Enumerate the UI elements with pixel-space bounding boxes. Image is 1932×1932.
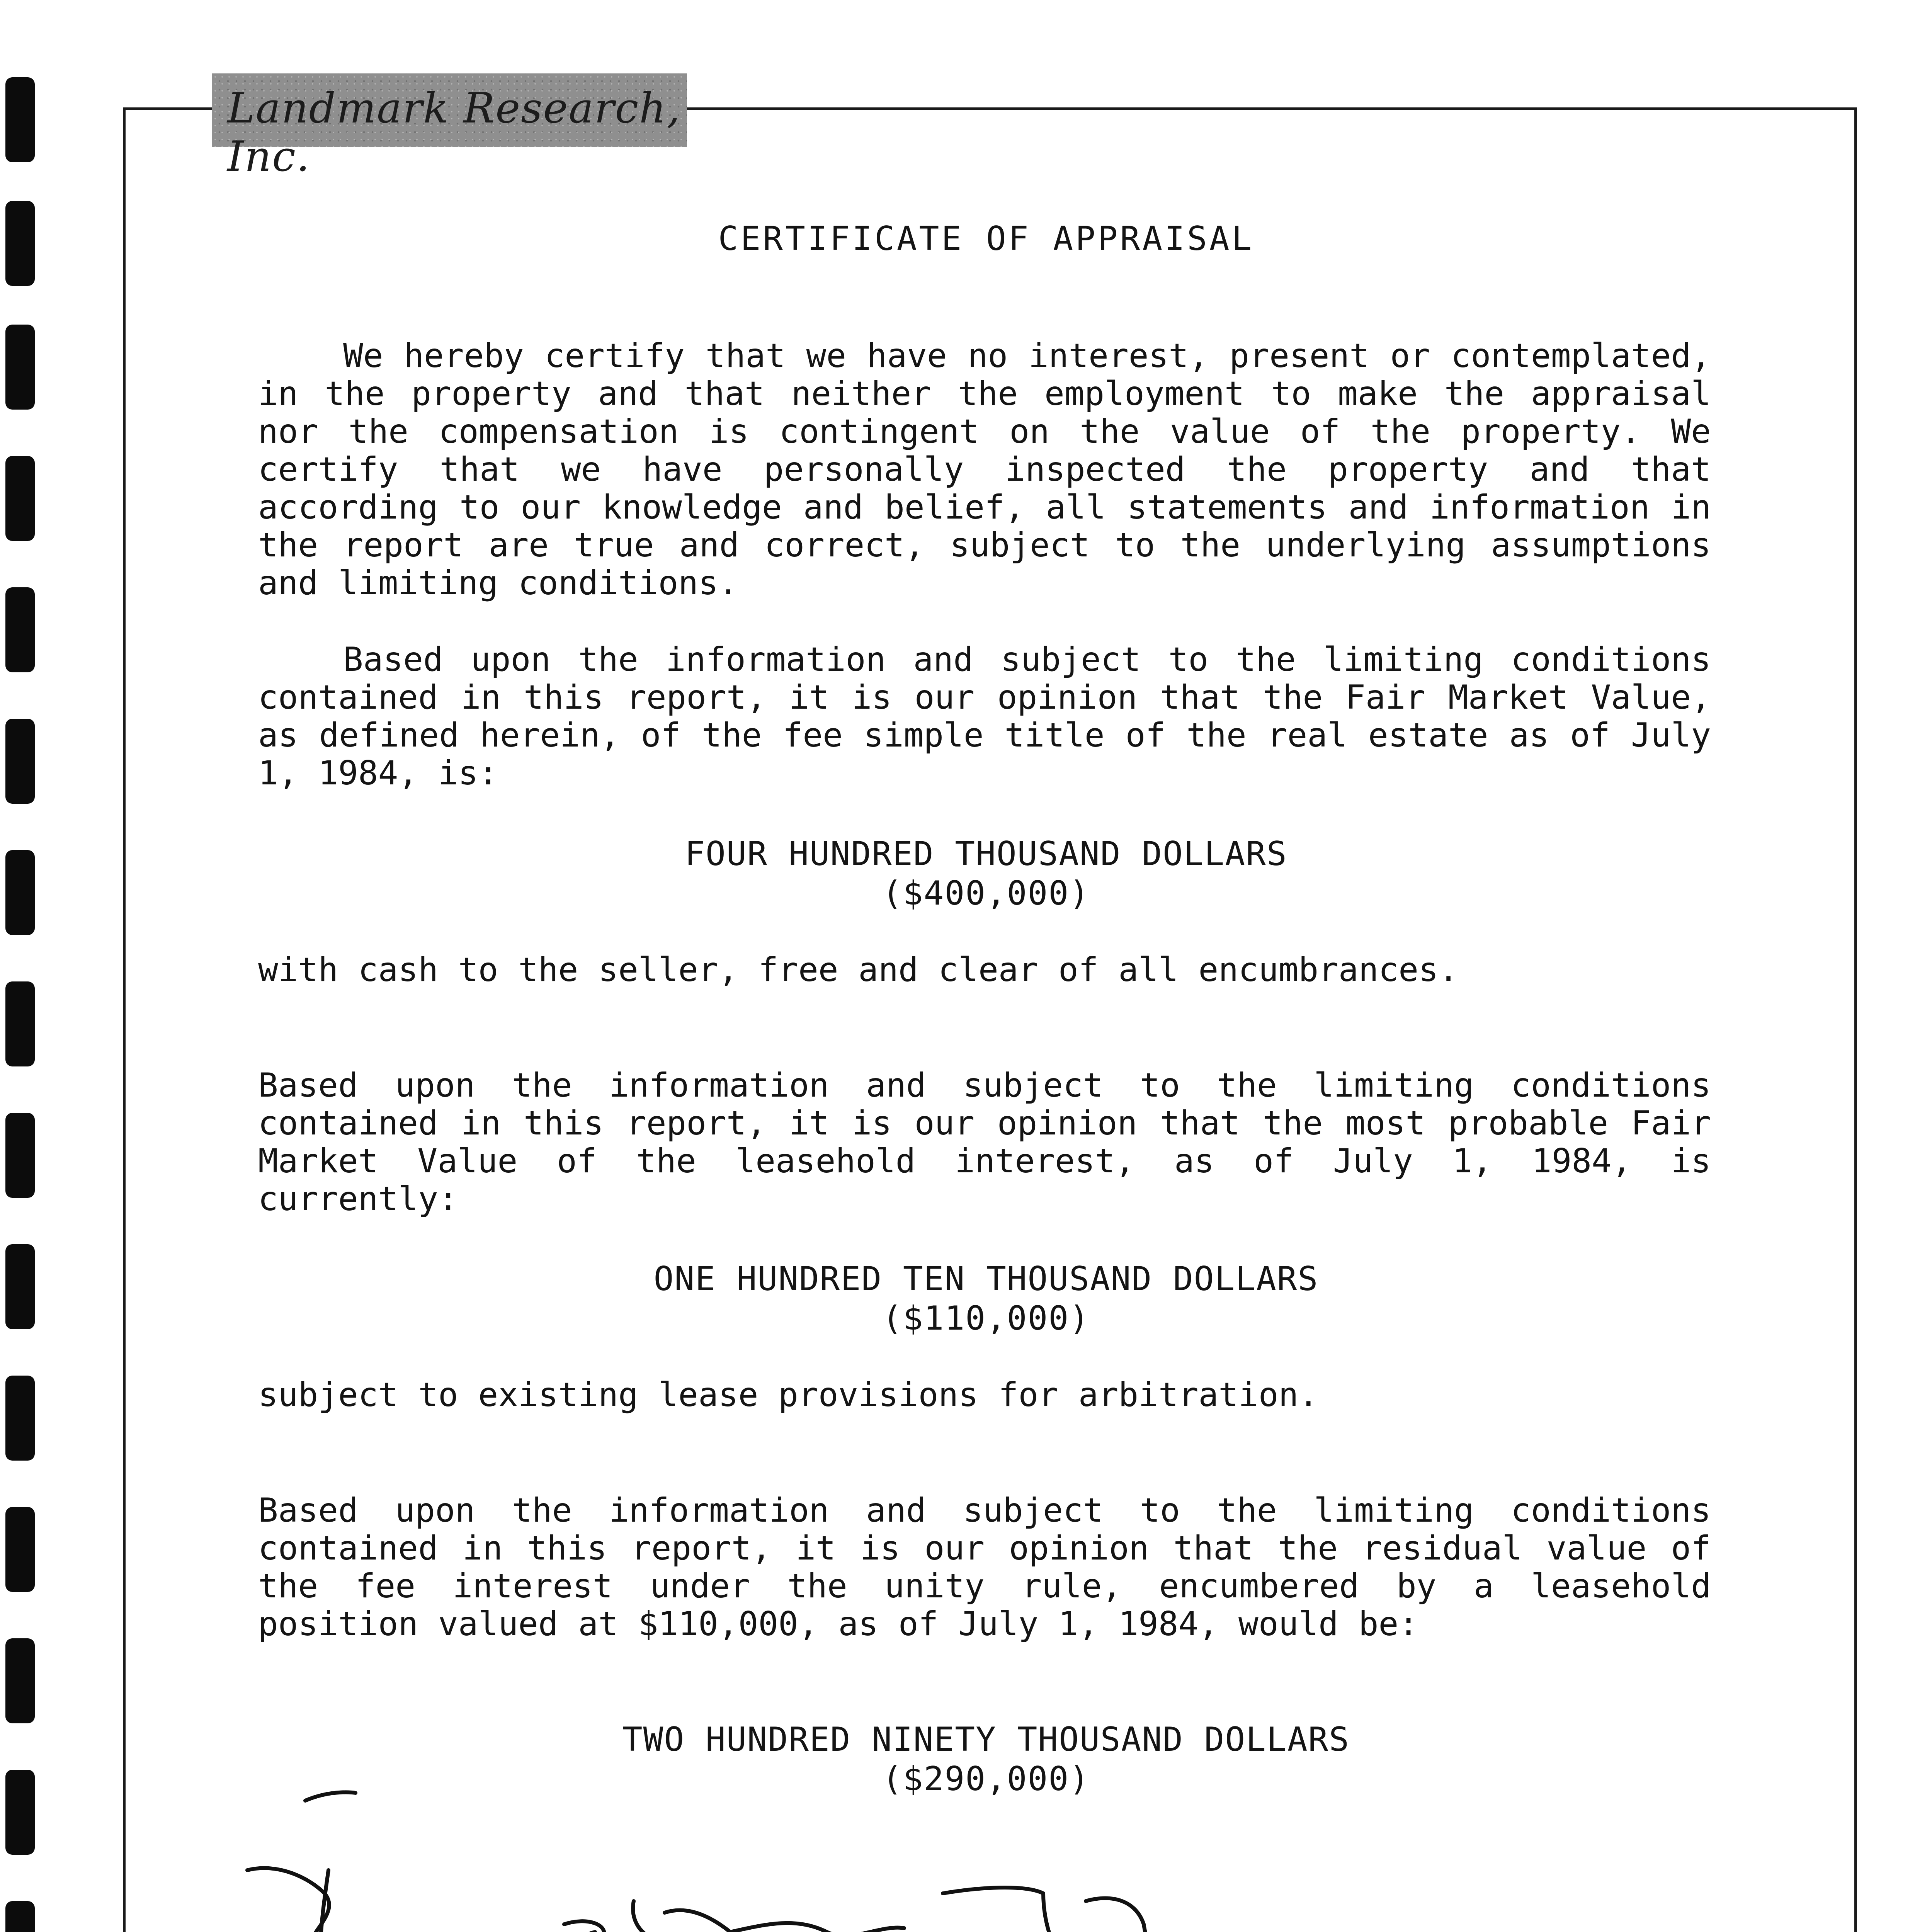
value3-amount: ($290,000) bbox=[882, 1760, 1090, 1798]
leasehold-paragraph: Based upon the information and subject to the limiting conditions contained in this report, it is our opinion that the most probable Fair Market Value of the leasehold interest, as of July 1, 1984, is currently: bbox=[258, 1066, 1711, 1218]
value2-words: ONE HUNDRED TEN THOUSAND DOLLARS bbox=[653, 1260, 1319, 1298]
binder-hole bbox=[5, 1507, 35, 1592]
binder-holes bbox=[0, 0, 54, 1932]
binder-hole bbox=[5, 1638, 35, 1723]
value2-terms: subject to existing lease provisions for arbitration. bbox=[258, 1376, 1319, 1414]
binder-hole bbox=[5, 456, 35, 541]
logo-text: Landmark Research, Inc. bbox=[227, 84, 681, 181]
binder-hole bbox=[5, 77, 35, 162]
company-logo bbox=[212, 73, 687, 181]
page-title: CERTIFICATE OF APPRAISAL bbox=[718, 219, 1254, 258]
value2-amount: ($110,000) bbox=[882, 1299, 1090, 1338]
value1-amount: ($400,000) bbox=[882, 874, 1090, 913]
signature-graaskamp bbox=[216, 1777, 1206, 1932]
residual-value-paragraph: Based upon the information and subject to the limiting conditions contained in this report, it is our opinion that the residual value of the fee interest under the unity rule, encumbered by a leasehold position valued at $110,000, as of July 1, 1984, would be: bbox=[258, 1491, 1711, 1643]
binder-hole bbox=[5, 719, 35, 804]
binder-hole bbox=[5, 1113, 35, 1198]
binder-hole bbox=[5, 1901, 35, 1932]
binder-hole bbox=[5, 1376, 35, 1461]
certification-paragraph: We hereby certify that we have no interest, present or contemplated, in the property and that neither the employment to make the appraisal nor the compensation is contingent on the value of the property. We certify that we have personally inspected the property and that according to our knowledge and belief, all statements and information in the report are true and correct, subject to the underlying assumptions and limiting conditions. bbox=[258, 337, 1711, 602]
binder-hole bbox=[5, 981, 35, 1066]
value1-words: FOUR HUNDRED THOUSAND DOLLARS bbox=[685, 835, 1287, 873]
fee-simple-paragraph: Based upon the information and subject to the limiting conditions contained in this report, it is our opinion that the Fair Market Value, as defined herein, of the fee simple title of the real estate as of July 1, 1984, is: bbox=[258, 640, 1711, 793]
value3-words: TWO HUNDRED NINETY THOUSAND DOLLARS bbox=[622, 1720, 1350, 1759]
binder-hole bbox=[5, 587, 35, 672]
binder-hole bbox=[5, 325, 35, 410]
value1-terms: with cash to the seller, free and clear of all encumbrances. bbox=[258, 951, 1459, 989]
